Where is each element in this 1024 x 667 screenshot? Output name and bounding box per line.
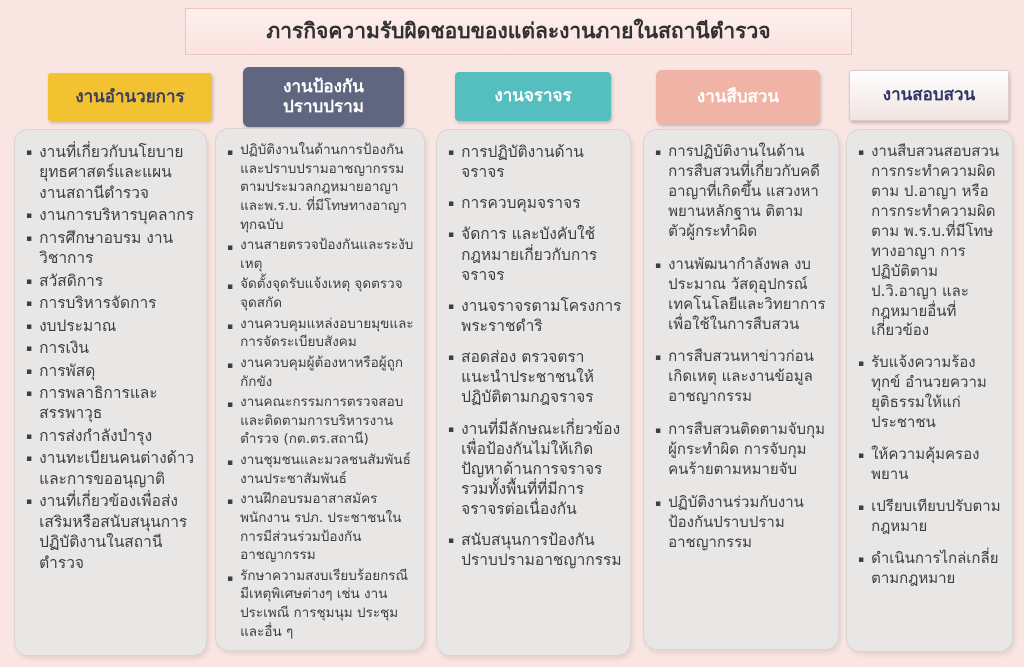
list-item	[448, 224, 622, 284]
header-line: งานสืบสวน	[696, 86, 780, 107]
list-item	[26, 205, 198, 225]
list-item	[26, 271, 198, 291]
list-item	[655, 255, 830, 335]
item-text: ดำเนินการไกล่เกลี่ยตามกฎหมาย	[871, 548, 999, 587]
list-item	[655, 420, 830, 480]
item-text: งานทะเบียนคนต่างด้าวและการขออนุญาติ	[39, 449, 195, 488]
item-text: เปรียบเทียบปรับตามกฎหมาย	[871, 497, 1001, 535]
header-prevention-suppression	[243, 67, 404, 127]
item-text: งานควบคุมแหล่งอบายมุขและการจัดระเบียบสังคม	[240, 315, 414, 351]
item-text: ปฏิบัติงานร่วมกับงานป้องกันปราบปรามอาชญากรรม	[668, 493, 804, 551]
bullet-icon: ▪	[227, 400, 234, 411]
bullet-icon: ▪	[227, 360, 234, 371]
list-item	[227, 451, 416, 488]
list-item	[448, 530, 622, 570]
list-item	[26, 383, 198, 424]
item-text: งบประมาณ	[39, 316, 117, 335]
list-item	[26, 426, 198, 446]
item-text: งานสายตรวจป้องกันและระงับเหตุ	[240, 237, 414, 272]
item-text: รับแจ้งความร้องทุกข์ อำนวยความยุติธรรมให้แก่ประชาชน	[871, 353, 987, 432]
panel-inquiry	[846, 129, 1013, 652]
header-line: งานป้องกัน	[283, 76, 364, 97]
item-text: งานคณะกรรมการตรวจสอบและติดตามการบริหารงานตำรวจ (กต.ตร.สถานี)	[240, 394, 404, 448]
bullet-icon: ▪	[448, 199, 455, 210]
item-text: งานชุมชนและมวลชนสัมพันธ์ งานประชาสัมพันธ์	[240, 452, 411, 487]
bullet-list	[223, 139, 417, 641]
bullet-icon: ▪	[227, 497, 234, 508]
header-administration	[48, 73, 212, 121]
list-item	[227, 275, 416, 312]
list-item	[448, 347, 622, 407]
item-text: รักษาความสงบเรียบร้อยกรณีมีเหตุพิเศษต่างๆ เช่น งานประเพณี การชุมนุม ประชุม และอื่น ๆ	[240, 567, 409, 640]
bullet-icon: ▪	[26, 276, 33, 287]
panel-traffic	[436, 129, 631, 656]
item-text: ให้ความคุ้มครองพยาน	[871, 445, 980, 484]
item-text: สนับสนุนการป้องกันปราบปรามอาชญากรรม	[461, 531, 622, 570]
list-item	[655, 347, 830, 407]
list-item	[655, 493, 830, 553]
bullet-icon: ▪	[26, 366, 33, 377]
bullet-icon: ▪	[448, 301, 455, 312]
bullet-icon: ▪	[655, 260, 662, 271]
bullet-icon: ▪	[858, 148, 865, 158]
item-text: งานฝึกอบรมอาสาสมัคร พนักงาน รปภ. ประชาชนในการมีส่วนร่วมป้องกันอาชญากรรม	[240, 491, 402, 564]
item-text: สวัสดิการ	[39, 271, 104, 290]
list-item	[26, 361, 198, 381]
list-item	[448, 193, 622, 213]
bullet-icon: ▪	[448, 424, 455, 435]
bullet-icon: ▪	[448, 148, 455, 158]
list-item	[655, 142, 830, 242]
header-line: ปราบปราม	[283, 97, 364, 117]
bullet-list	[22, 140, 199, 573]
list-item	[227, 141, 416, 234]
bullet-icon: ▪	[26, 299, 33, 310]
list-item	[448, 419, 622, 520]
bullet-icon: ▪	[858, 359, 865, 370]
list-item	[26, 338, 198, 358]
item-text: จัดการ และบังคับใช้กฎหมายเกี่ยวกับการจราจร	[461, 225, 598, 284]
page-title: ภารกิจความรับผิดชอบของแต่ละงานภายในสถานีตำรวจ	[185, 8, 852, 55]
bullet-icon: ▪	[655, 148, 662, 158]
header-line: งานสอบสวน	[882, 85, 976, 106]
item-text: การควบคุมจราจร	[461, 194, 581, 213]
bullet-icon: ▪	[26, 233, 33, 244]
list-item	[448, 296, 622, 336]
item-text: การพลาธิการและสรรพาวุธ	[39, 383, 158, 423]
list-item	[227, 490, 416, 565]
item-text: งานที่เกี่ยวกับนโยบาย ยุทธศาสตร์และแผนงานสถานีตำรวจ	[39, 143, 184, 202]
bullet-icon: ▪	[227, 321, 234, 332]
item-text: การปฏิบัติงานในด้านการสืบสวนที่เกี่ยวกับคดีอาญาที่เกิดขึ้น แสวงหาพยานหลักฐาน ติตามตัวผู้กระทำผิด	[668, 142, 820, 240]
bullet-icon: ▪	[227, 148, 234, 158]
list-item	[858, 353, 1004, 433]
header-inquiry	[849, 70, 1009, 121]
item-text: งานการบริหารบุคลากร	[39, 206, 194, 225]
item-text: การส่งกำลังบำรุง	[39, 426, 153, 445]
panel-investigation	[643, 129, 839, 650]
bullet-icon: ▪	[448, 353, 455, 364]
bullet-list	[854, 140, 1005, 589]
item-text: การศึกษาอบรม งานวิชาการ	[39, 228, 174, 268]
bullet-icon: ▪	[227, 282, 234, 293]
bullet-icon: ▪	[655, 353, 662, 364]
item-text: งานพัฒนากำลังพล งบประมาณ วัสดุอุปกรณ์ เทคโนโลยีและวิทยาการ เพื่อใช้ในการสืบสวน	[668, 254, 826, 333]
item-text: การบริหารจัดการ	[39, 294, 157, 313]
bullet-icon: ▪	[227, 458, 234, 468]
list-item	[26, 228, 198, 269]
list-item	[858, 497, 1004, 537]
panel-prevention-suppression	[215, 128, 425, 651]
item-text: งานที่เกี่ยวข้องเพื่อส่งเสริมหรือสนับสนุนการปฏิบัติงานในสถานีตำรวจ	[39, 492, 188, 572]
bullet-icon: ▪	[26, 388, 33, 399]
bullet-icon: ▪	[448, 230, 455, 241]
item-text: การเงิน	[39, 339, 89, 358]
bullet-icon: ▪	[26, 344, 33, 355]
bullet-icon: ▪	[448, 536, 455, 547]
item-text: การสืบสวนติดตามจับกุมผู้กระทำผิด การจับกุมคนร้ายตามหมายจับ	[668, 420, 825, 479]
item-text: สอดส่อง ตรวจตรา แนะนำประชาชนให้ปฏิบัติตามกฎจราจร	[461, 348, 594, 407]
list-item	[26, 316, 198, 336]
list-item	[227, 567, 416, 642]
list-item	[26, 448, 198, 489]
bullet-icon: ▪	[26, 148, 33, 158]
item-text: การปฏิบัติงานด้านจราจร	[461, 143, 584, 182]
bullet-icon: ▪	[26, 321, 33, 332]
bullet-icon: ▪	[227, 573, 234, 584]
bullet-icon: ▪	[227, 243, 234, 254]
list-item	[227, 393, 416, 449]
bullet-list	[444, 140, 623, 571]
header-line: งานอำนวยการ	[75, 86, 185, 107]
list-item	[858, 142, 1004, 341]
item-text: ปฏิบัติงานในด้านการป้องกันและปราบปรามอาชญากรรมตามประมวลกฎหมายอาญาและพ.ร.บ. ที่มีโทษทางอาญาทุกฉบับ	[240, 142, 407, 233]
list-item	[448, 142, 622, 182]
bullet-icon: ▪	[26, 211, 33, 222]
bullet-icon: ▪	[655, 426, 662, 437]
list-item	[26, 293, 198, 313]
bullet-icon: ▪	[858, 451, 865, 462]
item-text: งานที่มีลักษณะเกี่ยวข้อง เพื่อป้องกันไม่ให้เกิดปัญหาด้านการจราจร รวมทั้งพื้นที่ที่มีการจราจรต่อเนื่องกัน	[461, 419, 621, 519]
panel-administration	[14, 129, 207, 656]
list-item	[858, 549, 1004, 589]
bullet-icon: ▪	[26, 497, 33, 508]
list-item	[227, 354, 416, 391]
header-traffic	[455, 72, 611, 121]
bullet-icon: ▪	[655, 499, 662, 510]
bullet-icon: ▪	[858, 503, 865, 513]
item-text: งานสืบสวนสอบสวนการกระทำความผิดตาม ป.อาญา หรือการกระทำความผิดตาม พ.ร.บ.ที่มีโทษทางอาญา การปฏิบัติตาม ป.วิ.อาญา และกฎหมายอื่นที่เกี่ยวข้อง	[871, 142, 1000, 340]
item-text: การพัสดุ	[39, 361, 96, 380]
bullet-icon: ▪	[26, 431, 33, 442]
list-item	[227, 236, 416, 273]
item-text: การสืบสวนหาข่าวก่อนเกิดเหตุ และงานข้อมูลอาชญากรรม	[668, 347, 814, 406]
bullet-list	[651, 140, 831, 553]
header-line: งานจราจร	[494, 86, 572, 107]
item-text: งานจราจรตามโครงการพระราชดำริ	[461, 296, 622, 335]
header-investigation	[656, 70, 820, 124]
item-text: งานควบคุมผู้ต้องหาหรือผู้ถูกกักขัง	[240, 354, 403, 390]
item-text: จัดตั้งจุดรับแจ้งเหตุ จุดตรวจ จุดสกัด	[240, 276, 403, 311]
list-item	[227, 315, 416, 352]
list-item	[26, 142, 198, 203]
list-item	[26, 491, 198, 573]
list-item	[858, 445, 1004, 485]
bullet-icon: ▪	[26, 454, 33, 465]
bullet-icon: ▪	[858, 554, 865, 565]
